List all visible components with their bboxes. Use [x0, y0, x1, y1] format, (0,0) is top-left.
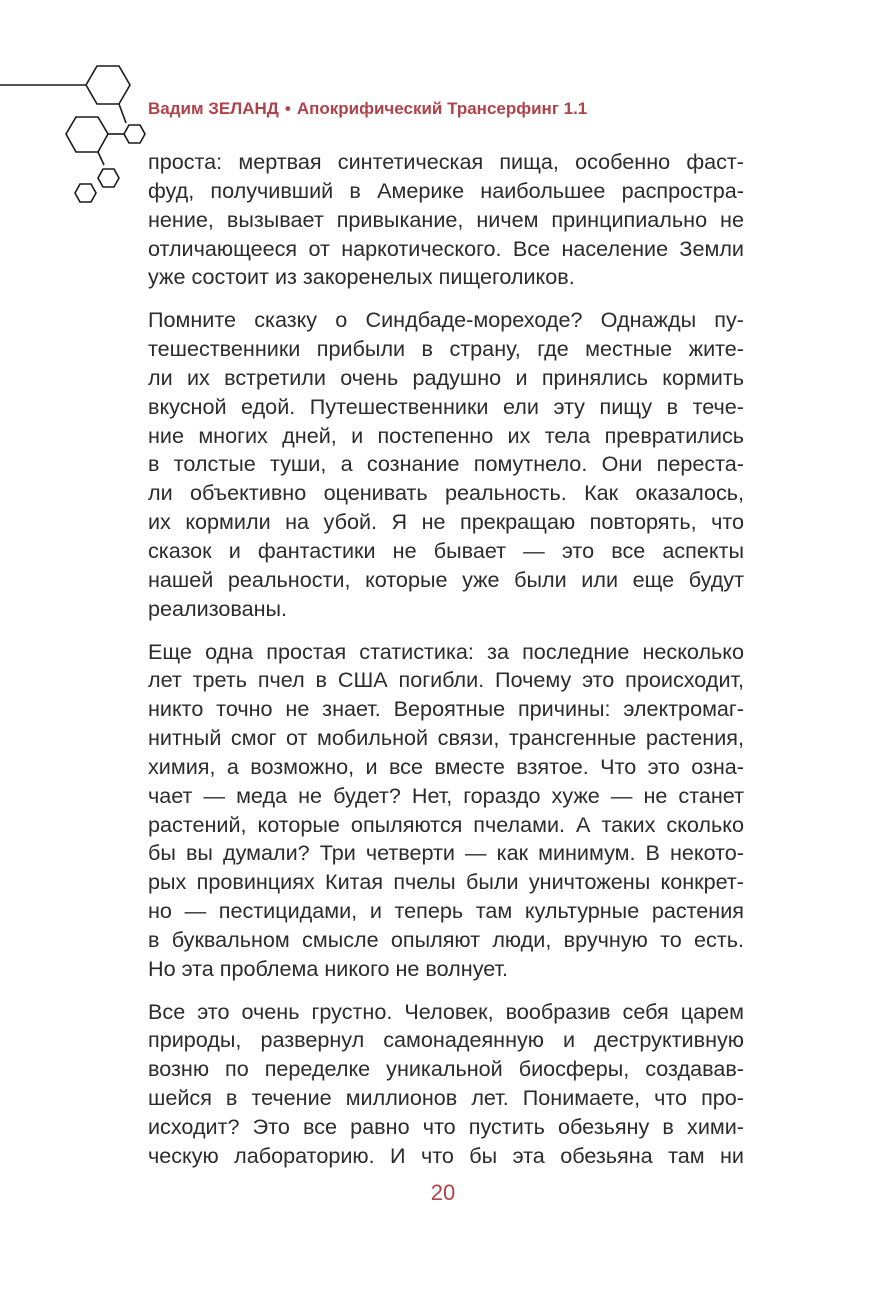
text-line: растений, которые опыляются пчелами. А таких сколько: [148, 811, 744, 837]
text-line: Но эта проблема никого не волнует.: [148, 955, 509, 981]
text-line: в буквальном смысле опыляют люди, вручную то есть.: [148, 926, 744, 952]
text-line: Еще одна простая статистика: за последние несколько: [148, 638, 744, 664]
decor-hexagon-small-right: [124, 125, 145, 143]
text-line: тешественники прибыли в страну, где местные жите-: [148, 336, 744, 362]
text-line: нение, вызывает привыкание, ничем принципиально не: [148, 206, 744, 232]
paragraph: [148, 998, 744, 1171]
text-line: ли их встретили очень радушно и принялись кормить: [148, 364, 744, 390]
text-line: чает — меда не будет? Нет, гораздо хуже — не станет: [148, 782, 744, 808]
text-line: Помните сказку о Синдбаде-мореходе? Однажды пу-: [148, 307, 744, 333]
header-separator: •: [284, 99, 291, 118]
header-book-title: Апокрифический Трансерфинг 1.1: [296, 99, 588, 118]
text-line: никто точно не знает. Вероятные причины: электромаг-: [148, 696, 744, 722]
text-line: Все это очень грустно. Человек, вообразив себя царем: [148, 998, 744, 1024]
header-author: Вадим ЗЕЛАНД: [148, 99, 279, 118]
text-line: нашей реальности, которые уже были или еще будут: [148, 566, 744, 592]
decor-hexagon-large-top: [86, 66, 130, 104]
page-number: 20: [430, 1180, 456, 1205]
hexagon-molecule-decoration: [0, 0, 160, 220]
running-header: [148, 99, 587, 119]
paragraph: [148, 306, 744, 623]
text-line: химия, а возможно, и все вместе взятое. Что это озна-: [148, 753, 744, 779]
text-line: исходит? Это все равно что пустить обезьяну в хими-: [148, 1114, 744, 1139]
decor-hexagon-small-middle: [98, 169, 119, 187]
decor-bond-1: [119, 104, 126, 123]
text-line: их кормили на убой. Я не прекращаю повторять, что: [148, 509, 744, 535]
text-line: реализованы.: [148, 595, 288, 621]
paragraph: [148, 148, 744, 292]
text-line: бы вы думали? Три четверти — как минимум. В некото-: [148, 840, 744, 866]
paragraph: [148, 638, 744, 984]
text-line: шейся в течение миллионов лет. Понимаете, что про-: [148, 1085, 744, 1111]
decor-bond-3: [98, 152, 104, 165]
text-line: нитный смог от мобильной связи, трансгенные растения,: [148, 725, 744, 751]
text-line: возню по переделке уникальной биосферы, создавав-: [148, 1056, 744, 1082]
text-line: сказок и фантастики не бывает — это все аспекты: [148, 537, 744, 563]
text-line: фуд, получивший в Америке наибольшее распростра-: [148, 177, 744, 203]
text-line: ческую лабораторию. И что бы эта обезьяна там ни: [148, 1142, 744, 1168]
text-line: проста: мертвая синтетическая пища, особенно фаст-: [148, 149, 744, 174]
page-body: [148, 148, 744, 1185]
text-line: но — пестицидами, и теперь там культурные растения: [148, 898, 744, 924]
text-line: рых провинциях Китая пчелы были уничтожены конкрет-: [148, 869, 744, 895]
text-line: в толстые туши, а сознание помутнело. Они переста-: [148, 451, 744, 477]
decor-hexagon-large-middle: [66, 117, 108, 152]
text-line: лет треть пчел в США погибли. Почему это происходит,: [148, 667, 744, 693]
text-line: природы, развернул самонадеянную и деструктивную: [148, 1027, 744, 1053]
text-line: ли объективно оценивать реальность. Как оказалось,: [148, 480, 744, 506]
decor-hexagon-small-bottom: [75, 184, 96, 202]
text-line: ние многих дней, и постепенно их тела превратились: [148, 422, 744, 448]
text-line: отличающееся от наркотического. Все население Земли: [148, 235, 744, 261]
text-line: вкусной едой. Путешественники ели эту пищу в тече-: [148, 393, 744, 419]
text-line: уже состоит из закоренелых пищеголиков.: [148, 264, 575, 290]
